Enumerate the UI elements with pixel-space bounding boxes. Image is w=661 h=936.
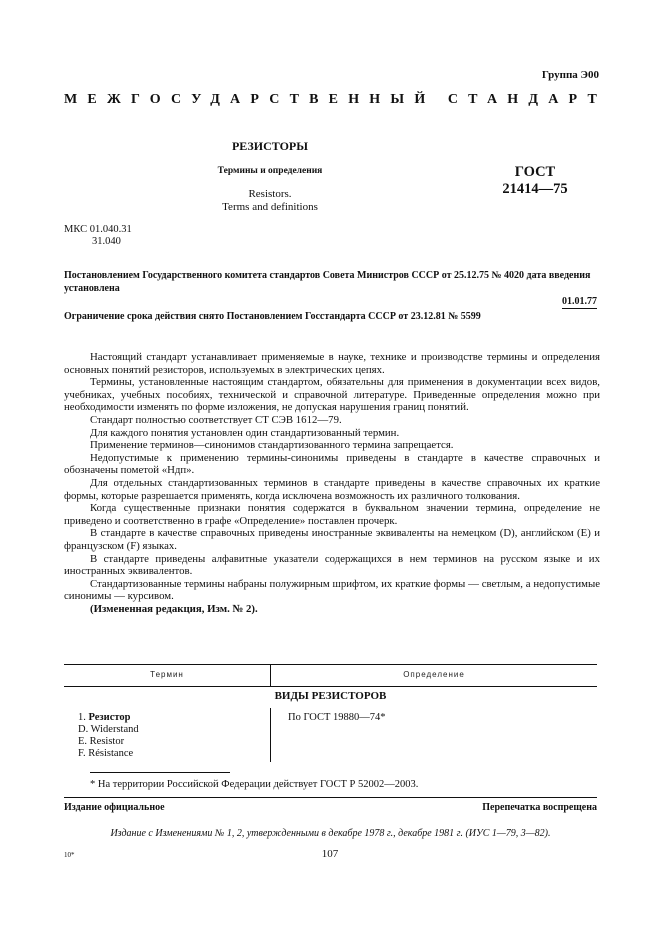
limitation-text: Ограничение срока действия снято Постановлением Госстандарта СССР от 23.12.81 № 5599 [64,311,481,322]
paragraph: Когда существенные признаки понятия содержатся в буквальном значении термина, определение не приведено и соответственно в графе «Определение» поставлен прочерк. [64,502,600,527]
group-code: Группа Э00 [541,69,599,81]
english-subtitle: Terms and definitions [222,201,318,213]
section-heading: ВИДЫ РЕЗИСТОРОВ [274,690,387,702]
table-top-rule [64,664,597,665]
paragraph: Стандарт полностью соответствует СТ СЭВ 1612—79. [90,413,342,426]
official-edition-label: Издание официальное [64,802,165,813]
body-text [64,351,600,615]
mks-code-2: 31.040 [92,236,121,247]
term-entry [78,712,139,760]
column-header-term: Термин [150,670,184,679]
footnote: * На территории Российской Федерации действует ГОСТ Р 52002—2003. [90,779,419,790]
column-header-definition: Определение [403,670,465,679]
reprint-prohibited-label: Перепечатка воспрещена [482,802,597,813]
paragraph: Для каждого понятия установлен один стандартизованный термин. [90,426,400,439]
mks-code-1: МКС 01.040.31 [64,224,132,235]
banner-word-standard: СТАНДАРТ [447,92,607,107]
table-body-divider [270,708,271,762]
decree-text: Постановлением Государственного комитета стандартов Совета Министров СССР от 25.12.75 № 4020 дата введения установлена [64,270,591,294]
term-russian: Резистор [88,712,131,723]
term-german: D. Widerstand [78,724,139,735]
term-english: E. Resistor [78,736,125,747]
term-definition: По ГОСТ 19880—74* [288,712,386,723]
paragraph: Применение терминов—синонимов стандартизованного термина запрещается. [90,439,454,452]
paragraph: Стандартизованные термины набраны полужирным шрифтом, их краткие формы — светлым, а недопустимые синонимы — курсивом. [64,577,600,603]
amendment-note: (Измененная редакция, Изм. № 2). [90,602,258,615]
paragraph: Для отдельных стандартизованных терминов в стандарте приведены в качестве справочных их краткие формы, которые разрешается применять, когда исключена возможность их различного толкования. [64,476,600,502]
page-number: 107 [321,848,339,860]
document-title: РЕЗИСТОРЫ [231,139,309,153]
paragraph: В стандарте в качестве справочных приведены иностранные эквиваленты на немецком (D), английском (Е) и французском (F) языках. [64,527,600,552]
effective-date: 01.01.77 [562,296,597,307]
gost-designation [490,164,580,198]
gost-label: ГОСТ [514,164,556,180]
edition-note: Издание с Изменениями № 1, 2, утвержденными в декабре 1978 г., декабре 1981 г. (ИУС 1—79, 3—82). [110,828,551,839]
standard-banner [64,92,607,108]
document-subtitle: Термины и определения [217,166,323,176]
term-french: F. Résistance [78,748,134,759]
english-title: Resistors. [248,188,292,200]
paragraph: Недопустимые к применению термины-синонимы приведены в стандарте в качестве справочных и обозначены пометой «Ндп». [64,451,600,477]
paragraph: Термины, установленные настоящим стандартом, обязательны для применения в документации всех видов, учебниках, учебных пособиях, технической и справочной литературе. Приведенные определения можно при необходимости изменять по форме изложения, не допуская нарушения границ понятий. [64,376,600,414]
term-number: 1. [78,712,86,723]
sheet-mark: 10* [64,851,75,859]
banner-word-interstate: МЕЖГОСУДАРСТВЕННЫЙ [64,92,436,107]
paragraph: В стандарте приведены алфавитные указатели содержащихся в нем терминов на русском языке и их иностранных эквивалентов. [64,552,600,578]
footnote-rule [90,772,230,773]
mks-codes [64,224,132,248]
table-header-rule [64,686,597,687]
gost-number: 21414—75 [502,181,568,197]
paragraph: Настоящий стандарт устанавливает применяемые в науке, технике и производстве термины и определения основных понятий резисторов, используемых в электрических цепях. [64,351,600,376]
footer-rule [64,797,597,798]
